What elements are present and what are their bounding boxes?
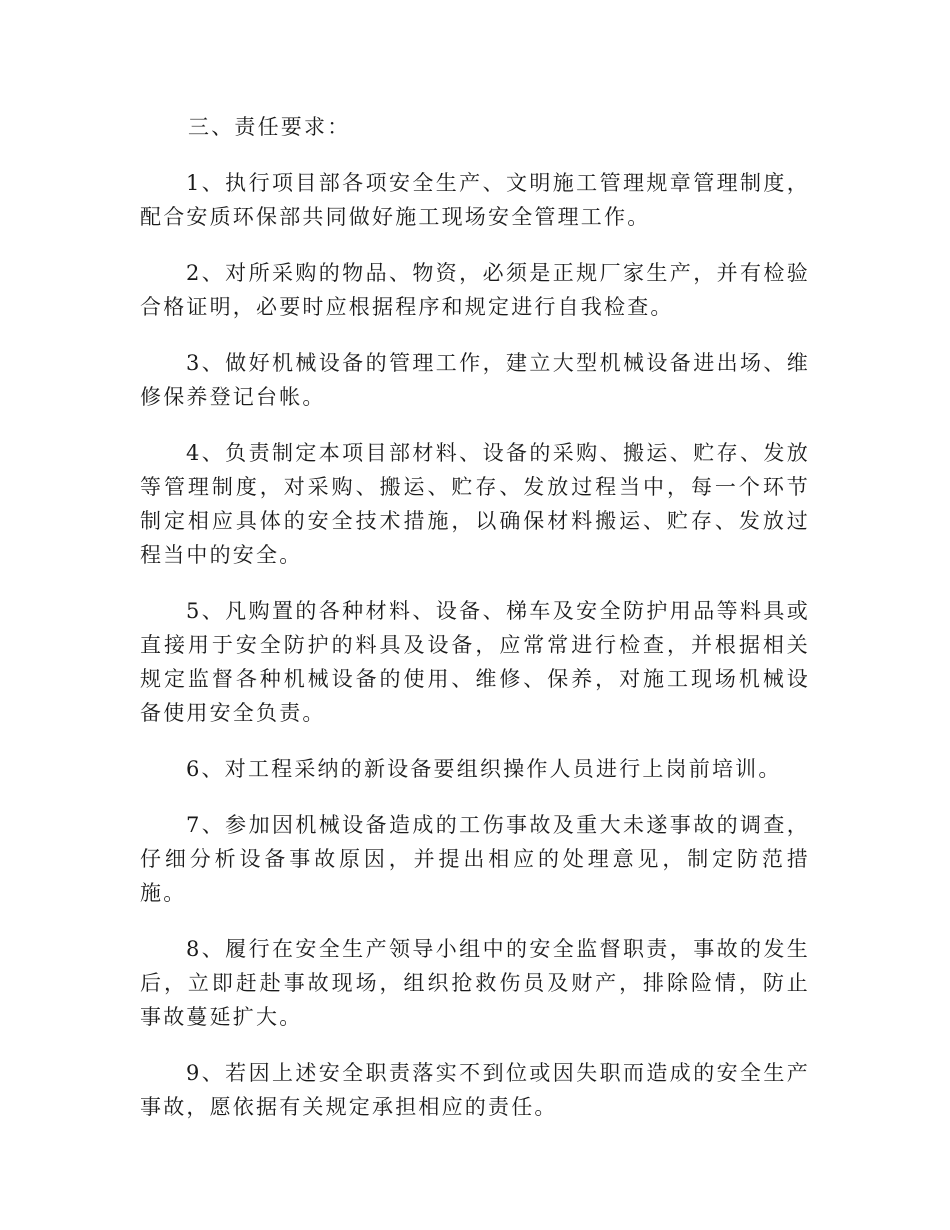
responsibility-item-3: 3、做好机械设备的管理工作，建立大型机械设备进出场、维修保养登记台帐。: [140, 351, 810, 409]
responsibility-item-5: 5、凡购置的各种材料、设备、梯车及安全防护用品等料具或直接用于安全防护的料具及设备，应常常进行检查，并根据相关规定监督各种机械设备的使用、维修、保养，对施工现场机械设备使用安全负责。: [140, 599, 810, 725]
responsibility-item-8: 8、履行在安全生产领导小组中的安全监督职责，事故的发生后，立即赶赴事故现场，组织抢救伤员及财产，排除险情，防止事故蔓延扩大。: [140, 937, 810, 1029]
responsibility-item-1: 1、执行项目部各项安全生产、文明施工管理规章管理制度，配合安质环保部共同做好施工现场安全管理工作。: [140, 171, 810, 229]
section-heading: 三、责任要求：: [188, 115, 351, 139]
responsibility-item-4: 4、负责制定本项目部材料、设备的采购、搬运、贮存、发放等管理制度，对采购、搬运、贮存、发放过程当中，每一个环节制定相应具体的安全技术措施，以确保材料搬运、贮存、发放过程当中的安全。: [140, 441, 810, 567]
responsibility-item-9: 9、若因上述安全职责落实不到位或因失职而造成的安全生产事故，愿依据有关规定承担相应的责任。: [140, 1061, 810, 1119]
document-body: [140, 110, 810, 1146]
responsibility-item-7: 7、参加因机械设备造成的工伤事故及重大未遂事故的调查，仔细分析设备事故原因，并提出相应的处理意见，制定防范措施。: [140, 813, 810, 905]
responsibility-item-2: 2、对所采购的物品、物资，必须是正规厂家生产，并有检验合格证明，必要时应根据程序和规定进行自我检查。: [140, 261, 810, 319]
responsibility-item-6: 6、对工程采纳的新设备要组织操作人员进行上岗前培训。: [186, 757, 782, 781]
